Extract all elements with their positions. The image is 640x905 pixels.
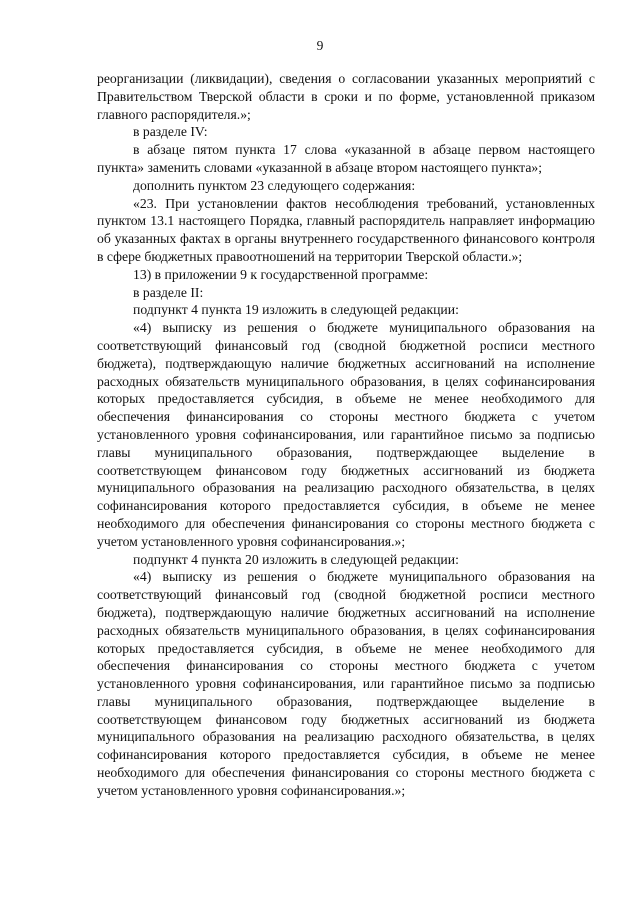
paragraph-11: «4) выписку из решения о бюджете муниципального образования на соответствующий финансовый год (сводной бюджетной росписи местного бюджета), подтверждающую наличие бюджетных ассигнований на исполнение расходных обязательств муниципального образования, в целях софинансирования которых предоставляется субсидия, в объеме не менее необходимого для обеспечения финансирования со стороны местного бюджета с учетом установленного уровня софинансирования, или гарантийное письмо за подписью главы муниципального образования, подтверждающее выделение в соответствующем финансовом году бюджетных ассигнований из бюджета муниципального образования на реализацию расходного обязательства, в целях софинансирования которого предоставляется субсидия, в объеме не менее необходимого для обеспечения финансирования со стороны местного бюджета с учетом установленного уровня софинансирования.»;: [97, 569, 595, 798]
paragraph-8: подпункт 4 пункта 19 изложить в следующей редакции:: [133, 302, 459, 318]
paragraph-3: в абзаце пятом пункта 17 слова «указанной в абзаце первом настоящего пункта» заменить словами «указанной в абзаце втором настоящего пункта»;: [97, 142, 595, 175]
paragraph-4: дополнить пунктом 23 следующего содержания:: [133, 177, 416, 193]
paragraph-9: «4) выписку из решения о бюджете муниципального образования на соответствующий финансовый год (сводной бюджетной росписи местного бюджета), подтверждающую наличие бюджетных ассигнований на исполнение расходных обязательств муниципального образования, в целях софинансирования которых предоставляется субсидия, в объеме не менее необходимого для обеспечения финансирования со стороны местного бюджета с учетом установленного уровня софинансирования, или гарантийное письмо за подписью главы муниципального образования, подтверждающее выделение в соответствующем финансовом году бюджетных ассигнований из бюджета муниципального образования на реализацию расходного обязательства, в целях софинансирования которого предоставляется субсидия, в объеме не менее необходимого для обеспечения финансирования со стороны местного бюджета с учетом установленного уровня софинансирования.»;: [97, 320, 595, 549]
paragraph-6: 13) в приложении 9 к государственной программе:: [133, 266, 429, 282]
paragraph-2: в разделе IV:: [133, 124, 208, 140]
paragraph-5: «23. При установлении фактов несоблюдения требований, установленных пунктом 13.1 настоящего Порядка, главный распорядитель направляет информацию об указанных фактах в органы внутреннего государственного финансового контроля в сфере бюджетных правоотношений на территории Тверской области.»;: [97, 195, 595, 264]
page-number: 9: [316, 38, 324, 53]
paragraph-7: в разделе II:: [133, 284, 204, 300]
paragraph-1: реорганизации (ликвидации), сведения о согласовании указанных мероприятий с Правительством Тверской области в сроки и по форме, установленной приказом главного распорядителя.»;: [97, 71, 595, 122]
document-body: [97, 70, 595, 800]
paragraph-10: подпункт 4 пункта 20 изложить в следующей редакции:: [133, 551, 459, 567]
